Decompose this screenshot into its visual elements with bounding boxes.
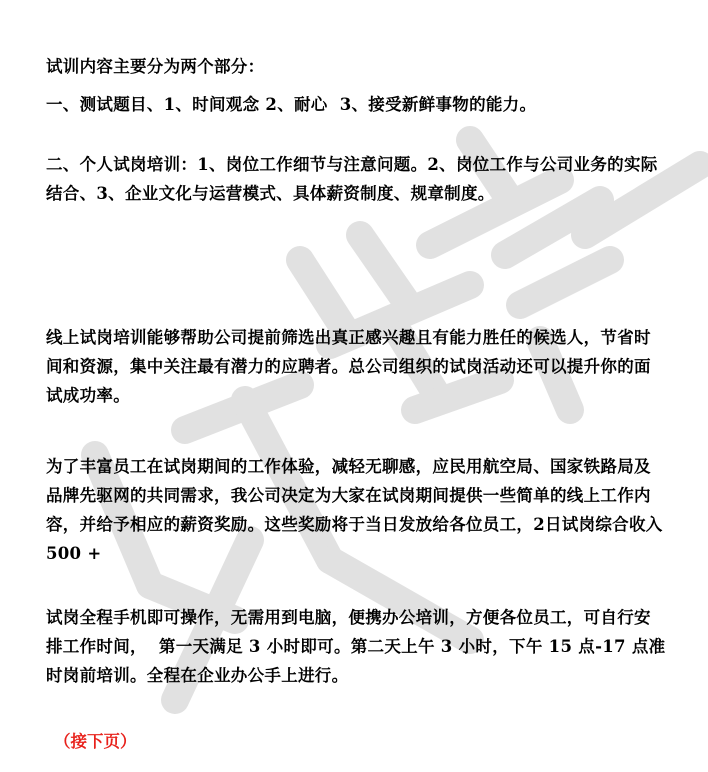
- mobile-operation-paragraph: 试岗全程手机即可操作，无需用到电脑，便携办公培训，方便各位员工，可自行安排工作时间， 第一天满足 3 小时即可。第二天上午 3 小时，下午 15 点-17 点准时岗前培训。全程在企业办公手上进行。: [46, 608, 666, 685]
- online-training-paragraph: 线上试岗培训能够帮助公司提前筛选出真正感兴趣且有能力胜任的候选人，节省时间和资源，集中关注最有潜力的应聘者。总公司组织的试岗活动还可以提升你的面试成功率。: [46, 328, 651, 405]
- part-one-text: 一、测试题目、1、时间观念 2、耐心 3、接受新鲜事物的能力。: [46, 95, 537, 114]
- continued-next-page-label: （接下页）: [54, 732, 137, 751]
- reward-paragraph: 为了丰富员工在试岗期间的工作体验，减轻无聊感，应民用航空局、国家铁路局及品牌先驱网的共同需求，我公司决定为大家在试岗期间提供一些简单的线上工作内容，并给予相应的薪资奖励。这些奖励将于当日发放给各位员工，2日试岗综合收入 500 +: [46, 457, 669, 563]
- section-heading: 试训内容主要分为两个部分：: [46, 57, 265, 76]
- part-two-text: 二、个人试岗培训：1、岗位工作细节与注意问题。2、岗位工作与公司业务的实际结合、3、企业文化与运营模式、具体薪资制度、规章制度。: [46, 155, 658, 203]
